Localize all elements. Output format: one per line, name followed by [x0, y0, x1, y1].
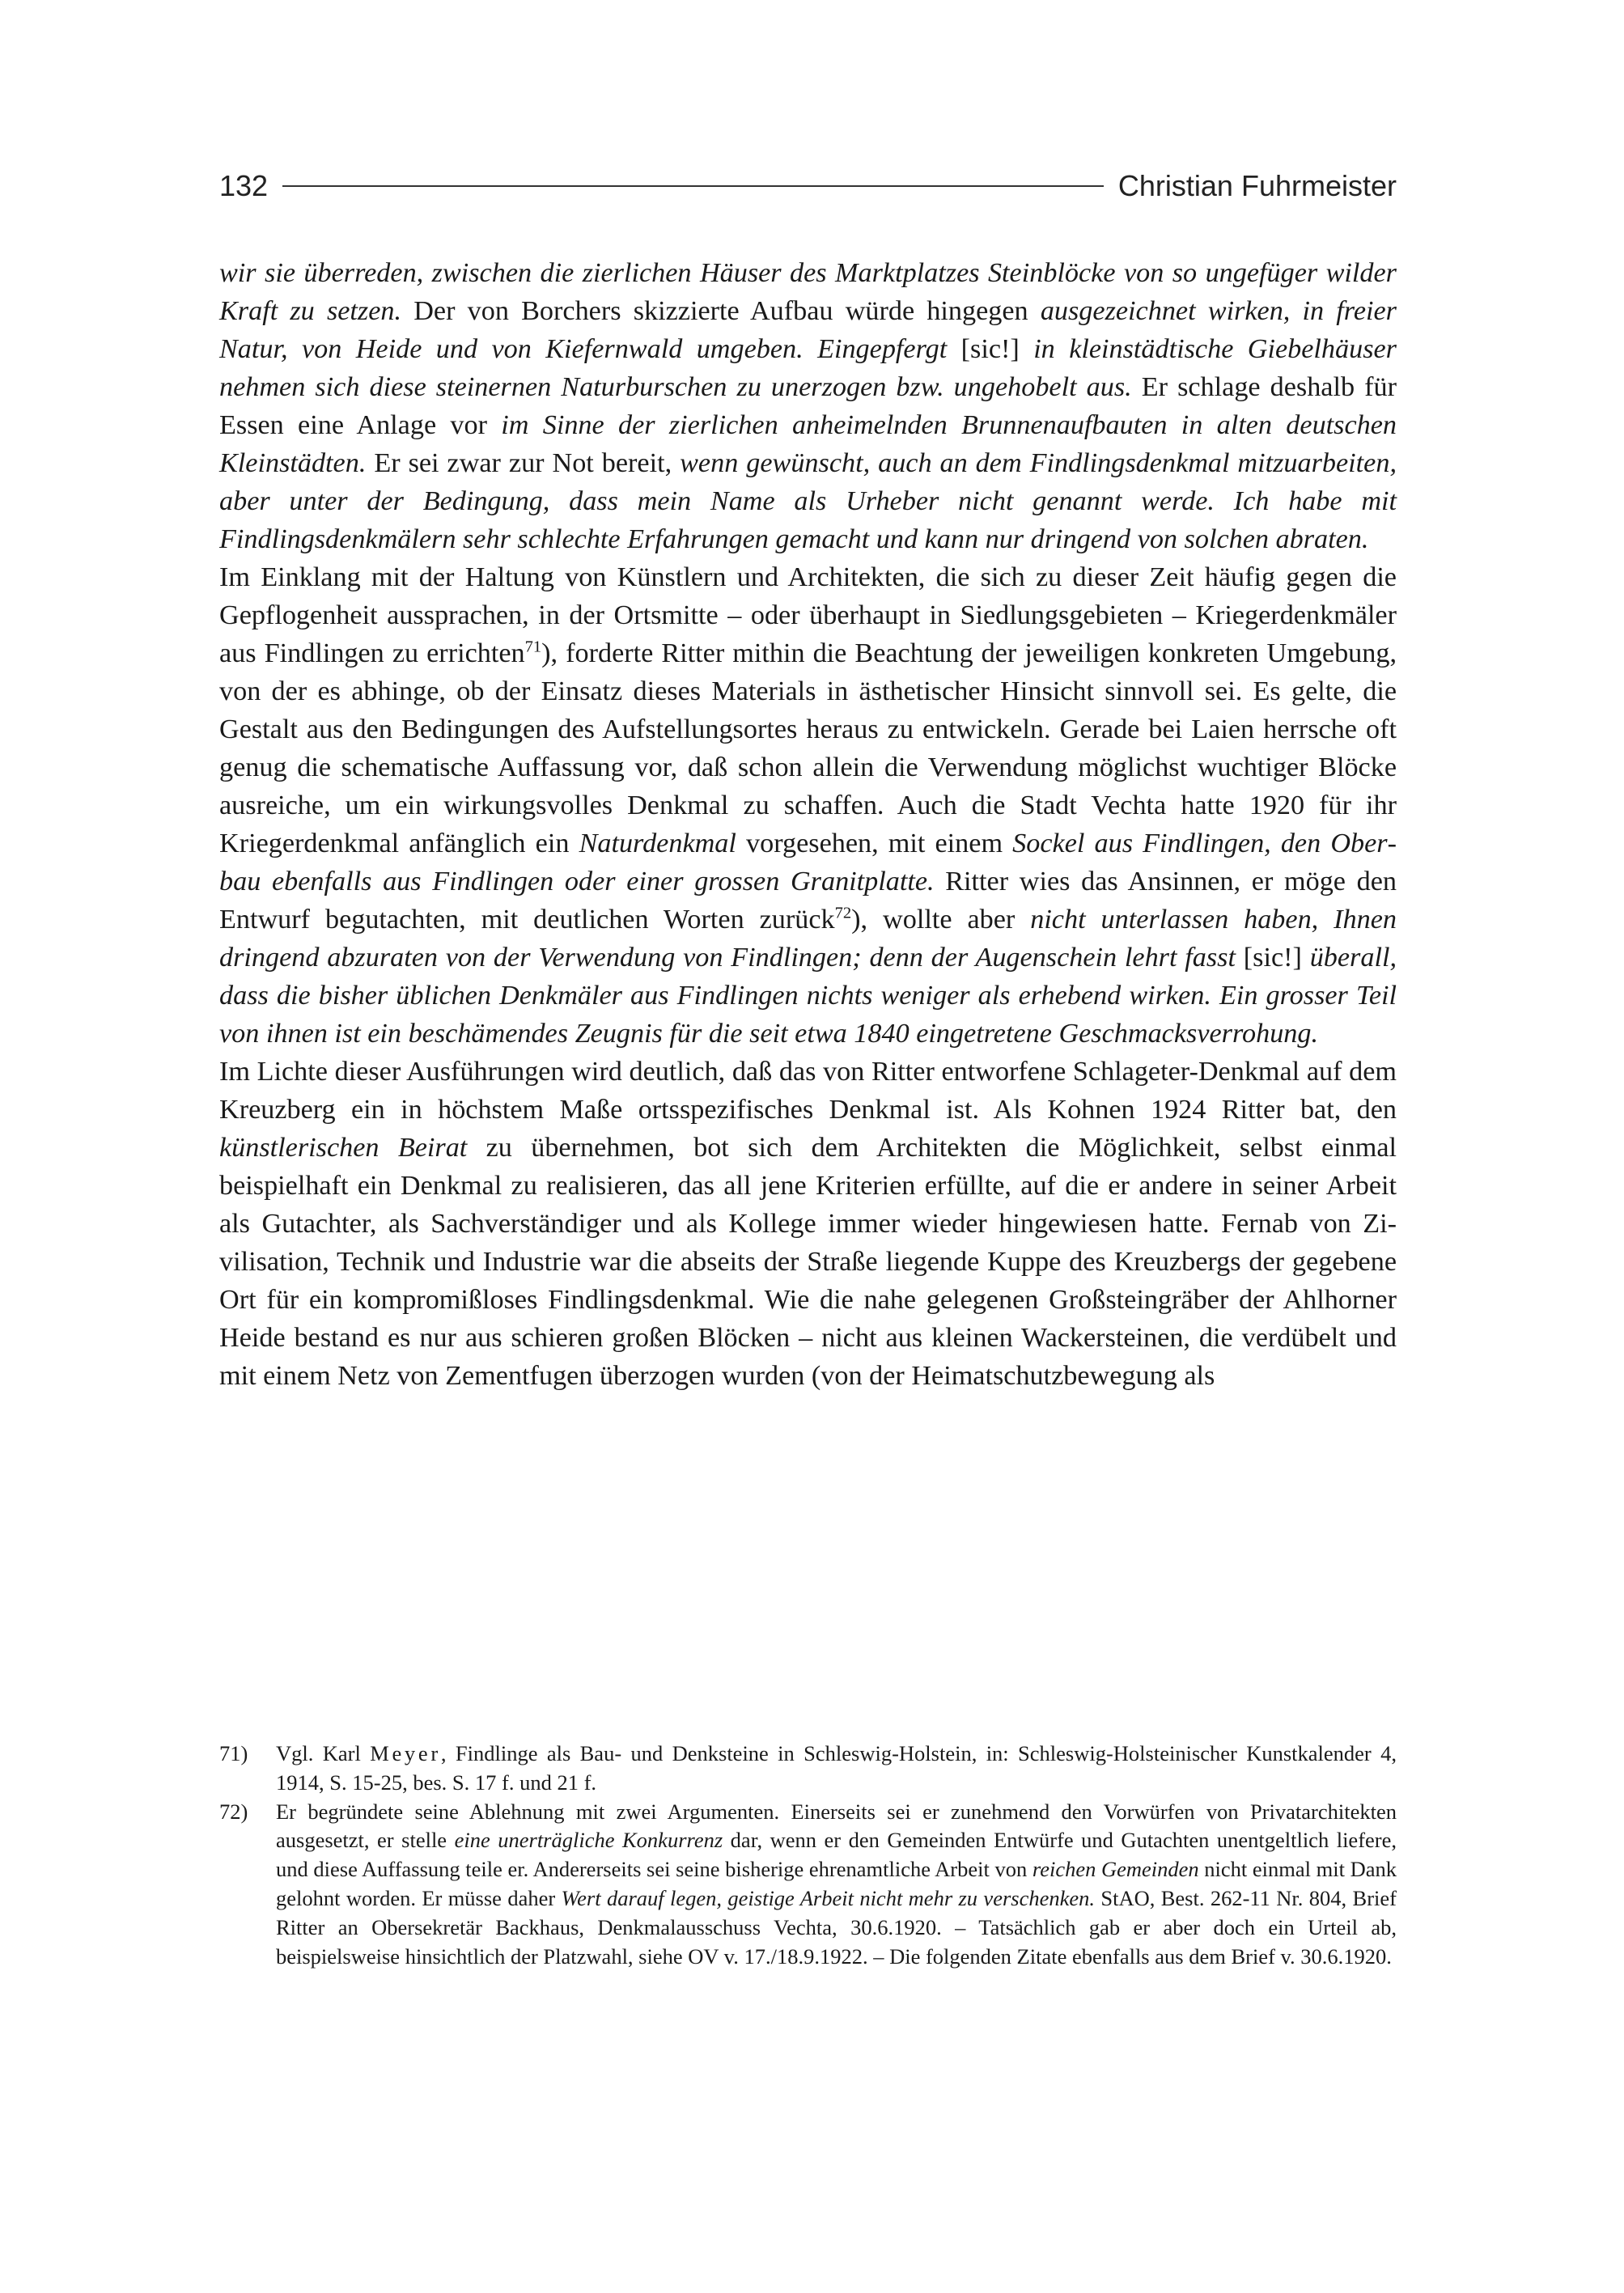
book-page [219, 162, 1397, 1969]
text-run: dar, wenn er den Gemeinden Entwürfe und Gutachten unentgeltlich liefere, und diese Auffassung teile er. Andererseits sei seine bisherige ehrenamtliche Arbeit von [276, 1828, 1397, 1882]
text-run: , Findlinge als Bau- und Denksteine in Schleswig-Holstein, in: Schleswig-Holsteinischer Kunstkalender 4, 1914, S. 15-25, bes. S. 17 f. und 21 f. [276, 1741, 1397, 1795]
text-run: nicht einmal mit Dank gelohnt worden. Er müsse daher [276, 1857, 1397, 1910]
text-run: Vgl. Karl [276, 1741, 371, 1765]
body-text [219, 254, 1397, 1395]
footnote-number: 72) [219, 1799, 248, 1824]
paragraph [219, 1053, 1397, 1395]
running-head-author: Christian Fuhrmeister [1117, 169, 1397, 202]
quoted-text: wir sie überreden, zwischen die zierlichen Häuser des Marktplatzes Steinblöcke von so ungefüger wilder Kraft zu setzen. [219, 258, 1397, 326]
text-run: Er schlage deshalb für Essen eine Anlage vor [219, 372, 1397, 440]
footnote [219, 1798, 1397, 1972]
header-rule [282, 185, 1104, 187]
quoted-text: Sockel aus Findlingen, den Oberbau ebenfalls aus Findlingen oder einer grossen Granitplatte. [219, 829, 1397, 896]
footnote-text [276, 1740, 1397, 1798]
text-run: ), wollte aber [851, 905, 1031, 935]
text-run: ), forderte Ritter mithin die Beachtung der jeweiligen konkreten Umgebung, von der es abhinge, ob der Einsatz dieses Materials in ästhetischer Hinsicht sinnvoll sei. Es gelte, die Gestalt aus den Bedingungen des Aufstellungsortes heraus zu entwickeln. Gerade bei Laien herrsche oft genug die schematische Auffassung vor, daß schon allein die Verwendung möglichst wuchtiger Blöcke ausreiche, um ein wirkungsvolles Denkmal zu schaffen. Auch die Stadt Vechta hatte 1920 für ihr Kriegerdenkmal anfänglich ein [219, 638, 1397, 858]
footnote [219, 1740, 1397, 1798]
footnote-number: 71) [219, 1741, 248, 1765]
text-run: [sic!] [947, 334, 1034, 364]
quoted-text: reichen Gemeinden [1032, 1857, 1199, 1882]
footnote-text [276, 1798, 1397, 1972]
text-run: vorgesehen, mit einem [736, 829, 1013, 858]
text-run: Im Einklang mit der Haltung von Künstlern und Architekten, die sich zu dieser Zeit häufig gegen die Gepflogenheit aussprachen, in der Ortsmitte – oder überhaupt in Siedlungsgebieten – Kriegerdenkmäler aus Findlingen zu errichten [219, 562, 1397, 668]
quoted-text: wenn gewünscht, auch an dem Findlingsdenkmal mitzuarbeiten, aber unter der Bedingung, dass mein Name als Urheber nicht genannt werde. Ich habe mit Findlingsdenkmälern sehr schlechte Erfahrungen gemacht und kann nur dringend von solchen abraten. [219, 448, 1397, 554]
quoted-text: Naturdenkmal [579, 829, 736, 858]
quoted-text: künstlerischen Beirat [219, 1133, 468, 1163]
quoted-text: nicht unterlassen haben, Ihnen dringend abzuraten von der Verwendung von Findlingen; denn der Augenschein lehrt fasst [219, 905, 1397, 973]
running-head [219, 162, 1397, 210]
text-run: Der von Borchers skizzierte Aufbau würde hingegen [401, 296, 1041, 326]
paragraph [219, 254, 1397, 558]
text-run: Er begründete seine Ablehnung mit zwei Argumenten. Einerseits sei er zunehmend den Vorwürfen von Privatarchitekten ausgesetzt, er stelle [276, 1799, 1397, 1853]
text-run: Ritter wies das Ansinnen, er möge den Entwurf begutachten, mit deutlichen Worten zurück [219, 867, 1397, 935]
text-run: StAO, Best. 262-11 Nr. 804, Brief Ritter an Obersekretär Backhaus, Denkmalausschuss Vechta, 30.6.1920. – Tatsächlich gab er aber doch ein Urteil ab, beispielsweise hinsichtlich der Platzwahl, siehe OV v. 17./18.9.1922. – Die folgenden Zitate ebenfalls aus dem Brief v. 30.6.1920. [276, 1885, 1397, 1969]
quoted-text: eine unerträgliche Konkurrenz [454, 1828, 723, 1853]
quoted-text: im Sinne der zierlichen anheimelnden Brunnenaufbauten in alten deutschen Kleinstädten. [219, 410, 1397, 478]
page-number: 132 [219, 169, 269, 202]
footnotes [219, 1740, 1397, 1971]
quoted-text: in kleinstädtische Giebelhäuser nehmen sich diese steinernen Naturburschen zu unerzogen bzw. ungehobelt aus. [219, 334, 1397, 402]
quoted-text: Wert darauf legen, geistige Arbeit nicht mehr zu verschenken. [561, 1885, 1095, 1910]
footnote-ref: 72 [834, 904, 852, 922]
paragraph [219, 558, 1397, 1053]
text-run: Im Lichte dieser Ausführungen wird deutlich, daß das von Ritter entworfene Schlageter-Denkmal auf dem Kreuzberg ein in höchstem Maße ortsspezifisches Denkmal ist. Als Kohnen 1924 Ritter bat, den [219, 1057, 1397, 1125]
footnote-ref: 71 [524, 638, 542, 656]
quoted-text: überall, dass die bisher üblichen Denkmäler aus Findlingen nichts weniger als erhebend wirken. Ein grosser Teil von ihnen ist ein beschämendes Zeugnis für die seit etwa 1840 eingetretene Geschmacksverrohung. [219, 943, 1397, 1049]
text-run: Er sei zwar zur Not bereit, [366, 448, 681, 478]
quoted-text: ausgezeichnet wirken, in freier Natur, von Heide und von Kiefernwald umgeben. Eingepfergt [219, 296, 1397, 364]
text-run: Meyer [370, 1741, 441, 1765]
text-run: [sic!] [1235, 943, 1310, 973]
text-run: zu übernehmen, bot sich dem Architekten die Möglichkeit, selbst einmal beispielhaft ein Denkmal zu realisieren, das all jene Kriterien erfüllte, auf die er andere in seiner Arbeit als Gutachter, als Sachverständiger und als Kollege immer wieder hingewiesen hatte. Fernab von Zivilisation, Technik und Industrie war die abseits der Straße liegende Kuppe des Kreuzbergs der gegebene Ort für ein kompromißloses Findlingsdenkmal. Wie die nahe gelegenen Großsteingräber der Ahlhorner Heide bestand es nur aus schieren großen Blöcken – nicht aus kleinen Wackersteinen, die verdübelt und mit einem Netz von Zementfugen überzogen wurden (von der Heimatschutzbewegung als [219, 1133, 1397, 1391]
